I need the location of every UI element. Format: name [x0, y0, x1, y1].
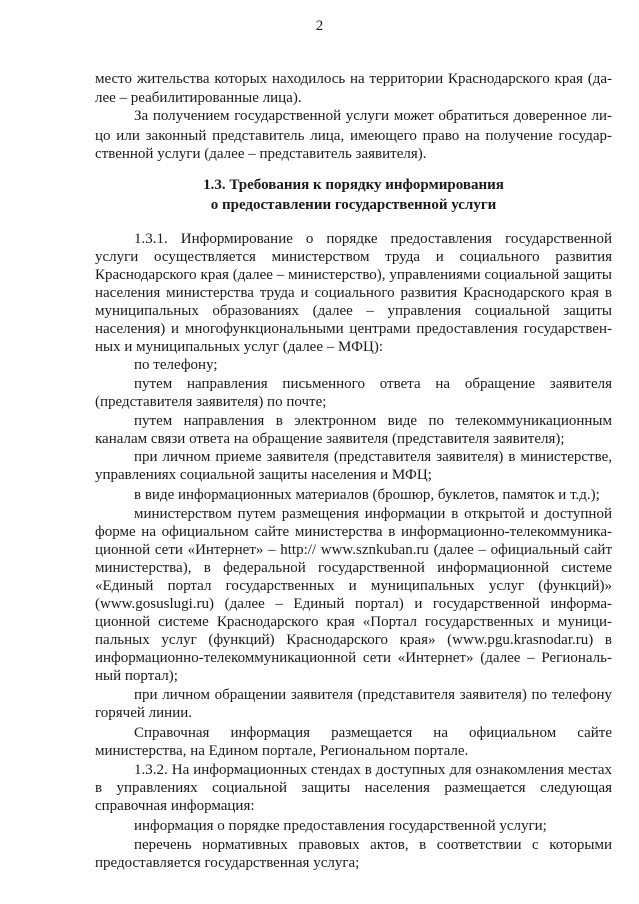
text-line: министерством путем размещения информации в открытой и доступной [134, 506, 612, 522]
text-line: место жительства которых находилось на территории Краснодарского края (да- [95, 71, 612, 87]
text-line: справочная информация: [95, 798, 255, 814]
text-line: 1.3.1. Информирование о порядке предоставления государственной [134, 231, 612, 247]
text-line: 1.3.2. На информационных стендах в доступных для ознакомления местах [134, 762, 612, 778]
text-line: (www.gosuslugi.ru) (далее – Единый портал) и государственной информа- [95, 596, 612, 612]
text-line: информация о порядке предоставления государственной услуги; [134, 818, 547, 834]
text-line: пальных услуг (функций) Краснодарского края» (www.pgu.krasnodar.ru) в [95, 632, 612, 648]
text-line: ционной системе Краснодарского края «Портал государственных и муници- [95, 614, 612, 630]
text-line: каналам связи ответа на обращение заявителя (представителя заявителя); [95, 431, 565, 447]
text-line: населения министерства труда и социального развития Краснодарского края в [95, 285, 612, 301]
text-line: ственной услуги (далее – представитель заявителя). [95, 146, 427, 162]
text-line: лее – реабилитированные лица). [95, 90, 302, 106]
text-line: (представителя заявителя) по почте; [95, 394, 327, 410]
section-heading: о предоставлении государственной услуги [210, 197, 497, 213]
text-line: министерства, на Едином портале, Региональном портале. [95, 743, 469, 759]
text-line: по телефону; [134, 357, 218, 373]
text-line: ный портал); [95, 668, 178, 684]
section-heading: 1.3. Требования к порядку информирования [203, 177, 504, 193]
text-line: информационно-телекоммуникационной сети «Интернет» (далее – Региональ- [95, 650, 612, 666]
text-line: цо или законный представитель лица, имеющего право на получение государ- [95, 128, 612, 144]
text-line: ных и муниципальных услуг (далее – МФЦ): [95, 339, 383, 355]
text-line: За получением государственной услуги может обратиться доверенное ли- [134, 108, 612, 124]
text-line: муниципальных образованиях (далее – управления социальной защиты [95, 303, 612, 319]
text-line: услуги осуществляется министерством труда и социального развития [95, 249, 612, 265]
text-line: предоставляется государственная услуга; [95, 855, 360, 871]
text-line: ционной сети «Интернет» – http:// www.sznkuban.ru (далее – официальный сайт [95, 542, 612, 558]
text-line: форме на официальном сайте министерства в информационно-телекоммуника- [95, 524, 612, 540]
text-line: населения) и многофункциональными центрами предоставления государствен- [95, 321, 612, 337]
text-line: в виде информационных материалов (брошюр, буклетов, памяток и т.д.); [134, 487, 600, 503]
text-line: перечень нормативных правовых актов, в соответствии с которыми [134, 837, 612, 853]
text-line: при личном обращении заявителя (представителя заявителя) по телефону [134, 687, 612, 703]
text-line: путем направления в электронном виде по телекоммуникационным [134, 413, 612, 429]
page-number: 2 [315, 18, 324, 34]
text-line: Краснодарского края (далее – министерство), управлениями социальной защиты [95, 267, 612, 283]
text-line: путем направления письменного ответа на обращение заявителя [134, 376, 612, 392]
text-line: при личном приеме заявителя (представителя заявителя) в министерстве, [134, 449, 612, 465]
text-line: «Единый портал государственных и муниципальных услуг (функций)» [95, 578, 612, 594]
text-line: министерства), в федеральной государственной информационной системе [95, 560, 612, 576]
text-line: горячей линии. [95, 705, 193, 721]
text-line: Справочная информация размещается на официальном сайте [134, 725, 612, 741]
text-line: в управлениях социальной защиты населения размещается следующая [95, 780, 612, 796]
text-line: управлениях социальной защиты населения и МФЦ; [95, 467, 432, 483]
